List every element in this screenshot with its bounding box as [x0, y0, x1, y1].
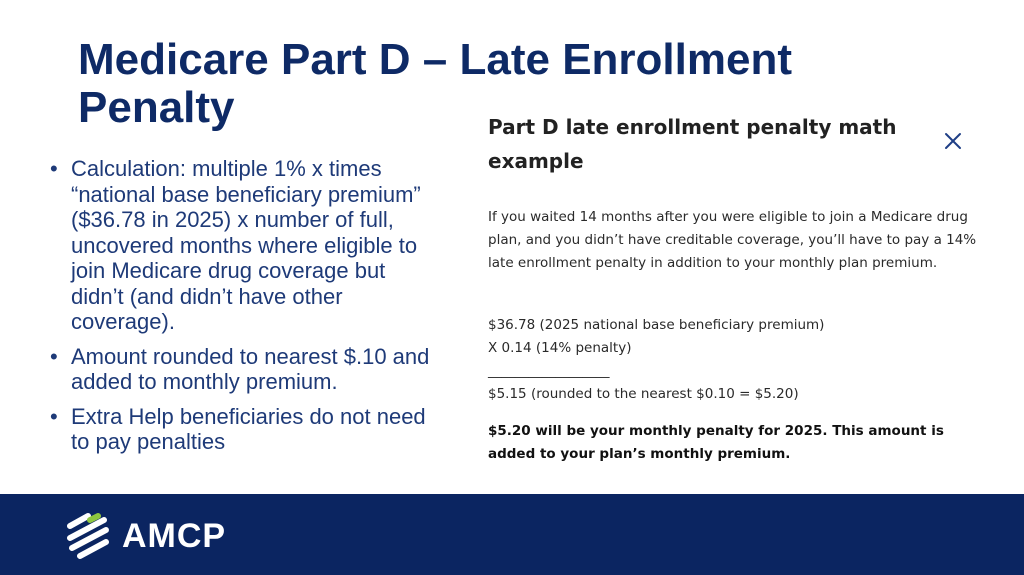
calc-divider: __________________	[488, 363, 610, 379]
amcp-logo-icon	[66, 512, 112, 560]
close-button[interactable]	[940, 128, 966, 154]
slide-title: Medicare Part D – Late Enrollment Penalty	[78, 35, 792, 132]
bullet-text: Extra Help beneficiaries do not need to pay penalties	[71, 403, 426, 454]
bullet-list	[46, 156, 436, 464]
bullet-dot: •	[50, 403, 58, 429]
bullet-text: Calculation: multiple 1% x times “national base beneficiary premium” ($36.78 in 2025) x number of full, uncovered months where eligible to join Medicare drug coverage but didn’t (and didn’t have other coverage).	[71, 156, 421, 334]
bullet-dot: •	[50, 343, 58, 369]
footer-bar	[0, 494, 1024, 575]
bullet-dot: •	[50, 156, 58, 181]
calc-result: $5.15 (rounded to the nearest $0.10 = $5.20)	[488, 386, 799, 402]
panel-intro: If you waited 14 months after you were eligible to join a Medicare drug plan, and you didn’t have creditable coverage, you’ll have to pay a 14% late enrollment penalty in addition to your monthly plan premium.	[488, 209, 977, 271]
bullet-item	[46, 404, 436, 455]
calc-line: X 0.14 (14% penalty)	[488, 340, 632, 356]
amcp-logo	[66, 512, 226, 560]
bullet-item	[46, 344, 436, 395]
bullet-item	[46, 156, 436, 335]
bullet-text: Amount rounded to nearest $.10 and added to monthly premium.	[71, 343, 430, 394]
calc-line: $36.78 (2025 national base beneficiary premium)	[488, 317, 825, 333]
penalty-example-panel	[474, 100, 1004, 472]
logo-text: AMCP	[122, 516, 227, 555]
panel-title: Part D late enrollment penalty math example	[488, 115, 897, 173]
penalty-calculation	[488, 314, 988, 406]
panel-conclusion: $5.20 will be your monthly penalty for 2025. This amount is added to your plan’s monthly premium.	[488, 423, 944, 462]
close-icon	[944, 132, 962, 150]
